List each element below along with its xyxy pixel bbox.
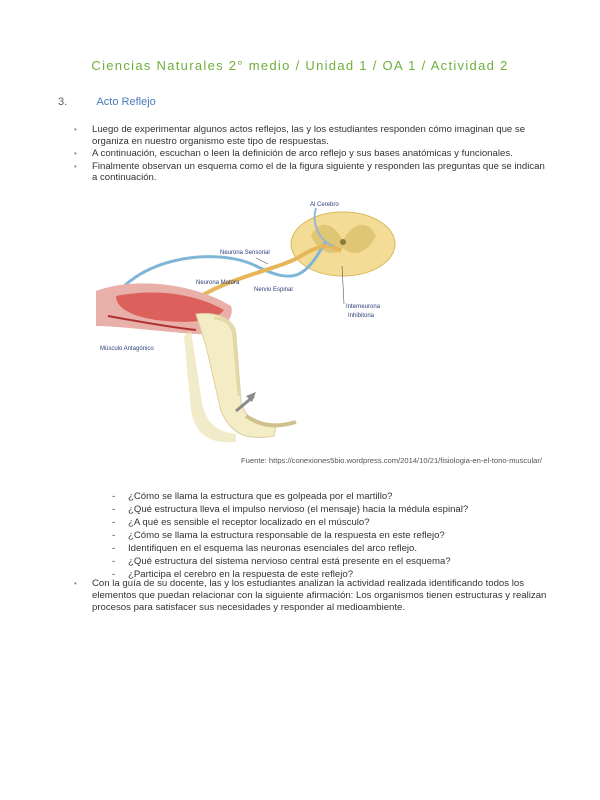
intro-bullets — [70, 124, 550, 185]
list-item — [70, 148, 550, 160]
question-text: ¿Cómo se llama la estructura responsable de la respuesta en este reflejo? — [128, 530, 445, 541]
question-item — [110, 542, 540, 555]
spinal-cord-section — [291, 212, 395, 276]
bullet-text: Finalmente observan un esquema como el de la figura siguiente y responden las preguntas que se indican a continuación. — [92, 160, 545, 183]
dash-marker: - — [112, 504, 116, 515]
lower-leg — [196, 313, 296, 437]
label-brain: Al Cerebro — [310, 202, 339, 208]
closing-bullet — [70, 578, 550, 614]
dash-marker: - — [112, 491, 116, 502]
question-text: ¿A qué es sensible el receptor localizado en el músculo? — [128, 517, 370, 528]
question-text: ¿Qué estructura lleva el impulso nervioso (el mensaje) hacia la médula espinal? — [128, 504, 469, 515]
label-antagonist-muscle: Músculo Antagónico — [100, 346, 154, 352]
question-item — [110, 516, 540, 529]
closing-text: Con la guía de su docente, las y los estudiantes analizan la actividad realizada identificando todos los elementos que puedan relacionar con la siguiente afirmación: Los organismos tienen estructuras y realizan procesos para satisfacer sus necesidades y responder al medioambiente. — [92, 578, 547, 613]
bullet-text: Luego de experimentar algunos actos reflejos, las y los estudiantes responden cómo imaginan que se organiza en nuestro organismo este tipo de respuestas. — [92, 124, 526, 147]
section-heading — [58, 96, 156, 108]
question-text: ¿Qué estructura del sistema nervioso central está presente en el esquema? — [128, 556, 451, 567]
dash-marker: - — [112, 543, 116, 554]
question-item — [110, 503, 540, 516]
list-item — [70, 161, 550, 184]
label-inhibitory: Inhibitoria — [348, 313, 375, 319]
dash-marker: - — [112, 517, 116, 528]
question-item — [110, 490, 540, 503]
bullet-marker: • — [74, 579, 77, 588]
question-text: ¿Participa el cerebro en la respuesta de este reflejo? — [128, 569, 354, 580]
label-motor-neuron: Neurona Motora — [196, 280, 240, 286]
page-header: Ciencias Naturales 2° medio / Unidad 1 / OA 1 / Actividad 2 — [91, 58, 509, 73]
reflex-arc-figure — [96, 196, 410, 454]
figure-caption: Fuente: https://conexiones5bio.wordpress.com/2014/10/21/fisiologia-en-el-tono-muscular/ — [241, 456, 542, 465]
question-item — [110, 555, 540, 568]
section-title: Acto Reflejo — [96, 96, 156, 108]
section-number: 3. — [58, 96, 68, 108]
bullet-marker: • — [74, 149, 77, 158]
bullet-text: A continuación, escuchan o leen la definición de arco reflejo y sus bases anatómicas y funcionales. — [92, 148, 513, 159]
bullet-marker: • — [74, 125, 77, 134]
label-sensory-neuron: Neurona Sensorial — [220, 250, 270, 256]
dash-marker: - — [112, 569, 116, 580]
question-text: ¿Cómo se llama la estructura que es golpeada por el martillo? — [128, 491, 393, 502]
questions-list — [110, 490, 540, 581]
dash-marker: - — [112, 530, 116, 541]
bullet-marker: • — [74, 161, 77, 171]
label-interneuron: Interneurona — [346, 304, 381, 310]
question-text: Identifiquen en el esquema las neuronas esenciales del arco reflejo. — [128, 543, 418, 554]
question-item — [110, 529, 540, 542]
label-spinal-nerve: Nervio Espinal — [254, 287, 293, 293]
list-item — [70, 124, 550, 147]
dash-marker: - — [112, 556, 116, 567]
